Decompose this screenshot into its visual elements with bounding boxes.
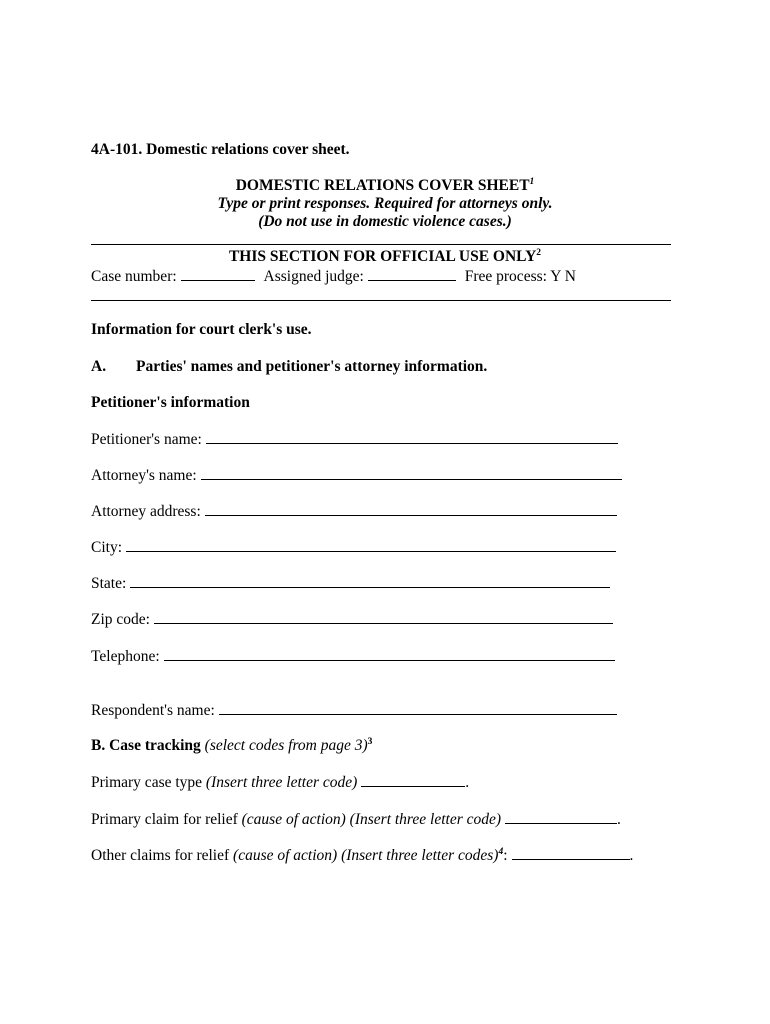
free-process-label: Free process: Y N: [464, 268, 576, 285]
petitioner-heading: Petitioner's information: [91, 394, 250, 411]
official-section-title: [0, 248, 770, 266]
zip-code-field[interactable]: [154, 610, 613, 624]
footnote-marker-1: 1: [529, 177, 535, 187]
primary-claim-period: .: [617, 811, 621, 828]
form-title-text: DOMESTIC RELATIONS COVER SHEET: [235, 177, 530, 194]
section-b-heading: [91, 737, 372, 755]
section-a-title: Parties' names and petitioner's attorney information.: [136, 358, 488, 375]
form-title: [0, 177, 770, 195]
city-label: City:: [91, 539, 123, 556]
section-a-letter: A.: [91, 358, 107, 375]
telephone-label: Telephone:: [91, 648, 160, 665]
attorney-name-label: Attorney's name:: [91, 467, 197, 484]
primary-case-type-period: .: [465, 774, 470, 791]
case-number-label: Case number:: [91, 268, 177, 285]
clerk-heading: Information for court clerk's use.: [91, 321, 312, 338]
form-subtitle-instructions: Type or print responses. Required for attorneys only.: [217, 195, 553, 212]
footnote-marker-2: 2: [536, 248, 542, 258]
petitioner-name-row: [91, 430, 618, 449]
state-row: [91, 574, 610, 593]
petitioner-name-label: Petitioner's name:: [91, 431, 202, 448]
telephone-row: [91, 647, 615, 666]
zip-code-row: [91, 610, 613, 629]
official-section-bottom-rule: [91, 300, 671, 301]
primary-claim-field[interactable]: [505, 810, 617, 824]
official-section-title-text: THIS SECTION FOR OFFICIAL USE ONLY: [228, 248, 537, 265]
assigned-judge-label: Assigned judge:: [263, 268, 364, 285]
footnote-marker-4: 4: [498, 847, 504, 857]
zip-code-label: Zip code:: [91, 611, 150, 628]
document-heading: 4A-101. Domestic relations cover sheet.: [91, 141, 350, 158]
state-label: State:: [91, 575, 127, 592]
other-claims-field[interactable]: [512, 846, 630, 860]
footnote-marker-3: 3: [367, 737, 373, 747]
form-subtitle-exclusion: (Do not use in domestic violence cases.): [258, 213, 512, 230]
other-claims-colon: :: [503, 847, 508, 864]
attorney-name-row: [91, 466, 622, 485]
primary-claim-label: Primary claim for relief: [91, 811, 238, 828]
other-claims-note: (cause of action) (Insert three letter codes): [233, 847, 499, 864]
primary-case-type-label: Primary case type: [91, 774, 203, 791]
primary-case-type-field[interactable]: [361, 773, 465, 787]
city-row: [91, 538, 616, 557]
respondent-name-row: [91, 701, 617, 720]
case-number-field[interactable]: [181, 267, 255, 281]
assigned-judge-field[interactable]: [368, 267, 456, 281]
attorney-name-field[interactable]: [201, 466, 622, 480]
city-field[interactable]: [126, 538, 616, 552]
official-section-top-rule: [91, 244, 671, 245]
section-b-title: B. Case tracking: [91, 737, 201, 754]
other-claims-row: [91, 846, 633, 865]
primary-claim-note: (cause of action) (Insert three letter code): [241, 811, 502, 828]
telephone-field[interactable]: [164, 647, 615, 661]
state-field[interactable]: [130, 574, 610, 588]
section-b-note: (select codes from page 3): [204, 737, 368, 754]
respondent-name-label: Respondent's name:: [91, 702, 215, 719]
other-claims-period: .: [629, 847, 634, 864]
respondent-name-field[interactable]: [219, 701, 617, 715]
attorney-address-row: [91, 502, 617, 521]
petitioner-name-field[interactable]: [206, 430, 618, 444]
official-section-fields: [91, 267, 576, 286]
primary-case-type-note: (Insert three letter code): [205, 774, 358, 791]
other-claims-label: Other claims for relief: [91, 847, 230, 864]
attorney-address-label: Attorney address:: [91, 503, 201, 520]
attorney-address-field[interactable]: [205, 502, 617, 516]
primary-claim-row: [91, 810, 621, 829]
primary-case-type-row: [91, 773, 469, 792]
